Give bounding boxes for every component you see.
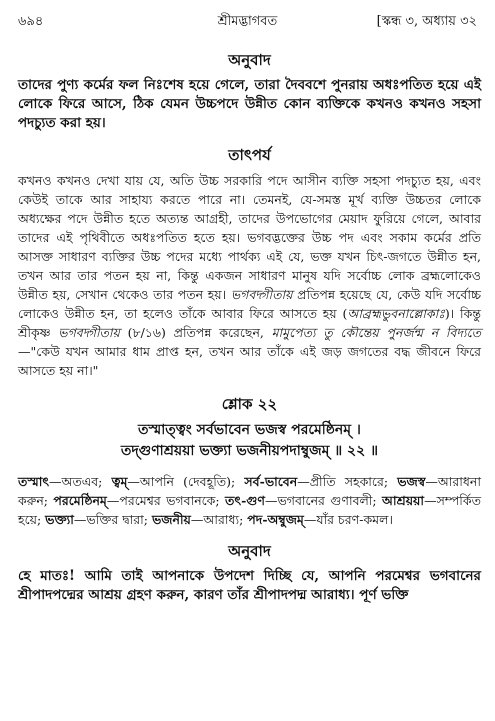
synonym-word: ভজস্ব: [397, 474, 426, 489]
translation-text-2: হে মাতঃ! আমি তাই আপনাকে উপদেশ দিচ্ছি যে, আপনি পরমেশ্বর ভগবানের শ্রীপাদপদ্মের আশ্রয় গ্রহণ করুন, কারণ তাঁর শ্রীপাদপদ্ম আরাধ্য। পূর্ণ ভক্তি: [18, 568, 481, 603]
synonym-meaning: —অতএব;: [49, 474, 112, 489]
purport-quote: মামুপেত্য তু কৌন্তেয় পুনর্জন্ম ন বিদ্যতে: [271, 325, 481, 340]
synonym-meaning: —সম্পর্কিত হয়ে;: [18, 493, 482, 527]
synonym-meaning: —ভগবানের গুণাবলী;: [264, 493, 383, 508]
purport-citation: ভগবদ্গীতায়: [58, 325, 120, 340]
synonym-meaning: —আরাধ্য;: [190, 512, 248, 527]
purport-text-part: প্রতিপন্ন হয়েছে যে, কেউ যদি সর্বোচ্চ লোকেও উন্নীত হন, তা হলেও তাঁকে আবার ফিরে আসতে হয় (: [18, 287, 481, 321]
page-body: [18, 42, 481, 605]
synonym-word: আশ্রয়য়া: [382, 493, 425, 508]
synonym-meaning: —ভক্তির দ্বারা;: [73, 512, 152, 527]
purport-citation: আব্রহ্মভুবনাল্লোকাঃ: [347, 306, 445, 321]
purport-text-part: )। কিন্তু শ্রীকৃষ্ণ: [18, 306, 481, 340]
purport-text-part: (৮/১৬) প্রতিপন্ন করেছেন,: [119, 325, 272, 340]
synonym-word: ত্বম্: [111, 474, 128, 489]
synonym-word: তস্মাৎ: [18, 474, 50, 489]
synonym-meaning: —যাঁর চরণ-কমল।: [303, 512, 393, 527]
synonym-word: ভক্ত্যা: [45, 512, 74, 527]
section-reference: [স্কন্ধ ৩, অধ্যায় ৩২: [376, 14, 477, 29]
synonym-word: পদ-অম্বুজম্: [247, 512, 304, 527]
purport-heading: তাৎপর্য: [228, 146, 271, 164]
purport-citation: ভগবদ্গীতায়: [230, 287, 293, 302]
synonym-meaning: —আপনি (দেবহূতি);: [127, 474, 245, 489]
synonym-word: ভজনীয়: [151, 512, 191, 527]
purport-text-part: —"কেউ যখন আমার ধাম প্রাপ্ত হন, তখন আর তাঁকে এই জড় জগতের বদ্ধ জীবনে ফিরে আসতে হয় না।": [18, 344, 481, 378]
synonym-meaning: —প্রীতি সহকারে;: [297, 474, 398, 489]
synonym-meaning: —পরমেশ্বর ভগবানকে;: [106, 493, 226, 508]
synonym-word: পরমেষ্ঠিনম্: [53, 493, 107, 508]
verse-line-2: তদ্গুণাশ্রয়য়া ভক্ত্যা ভজনীয়পদাম্বুজম্ ॥ ২২ ॥: [120, 443, 379, 459]
translation-text: তাদের পুণ্য কর্মের ফল নিঃশেষ হয়ে গেলে, তারা দৈববশে পুনরায় অধঃপতিত হয়ে এই লোকে ফিরে আসে, ঠিক যেমন উচ্চপদে উন্নীত কোন ব্যক্তিকে কখনও কখনও সহসা পদচ্যুত করা হয়।: [18, 77, 481, 131]
translation-heading-2: অনুবাদ: [228, 542, 271, 560]
synonym-word: তৎ-গুণ: [225, 493, 265, 508]
verse-title: শ্লোক ২২: [221, 395, 278, 413]
purport-text: [18, 171, 481, 380]
synonym-word: সর্ব-ভাবেন: [244, 474, 298, 489]
page-number: ৬৯৪: [18, 14, 44, 29]
running-title: শ্রীমদ্ভাগবত: [217, 14, 278, 29]
page-header: [18, 12, 477, 34]
verse-line-1: তস্মাত্ত্বং সর্বভাবেন ভজস্ব পরমেষ্ঠিনম্ ।: [138, 422, 361, 438]
translation-heading: অনুবাদ: [228, 51, 271, 69]
purport-text-part: কখনও কখনও দেখা যায় যে, অতি উচ্চ সরকারি পদে আসীন ব্যক্তি সহসা পদচ্যুত হয়, এবং কেউই তাকে আর সাহায্য করতে পারে না। তেমনই, যে-সমস্ত মূর্খ ব্যক্তি উচ্চতর লোকে অধ্যক্ষের পদে উন্নীত হতে অত্যন্ত আগ্রহী, তাদের উপভোগের মেয়াদ ফুরিয়ে গেলে, আবার তাদের এই পৃথিবীতে অধঃপতিত হতে হয়। ভগবদ্ভক্তের উচ্চ পদ এবং সকাম কর্মের প্রতি আসক্ত সাধারণ ব্যক্তির উচ্চ পদের মধ্যে পার্থক্য এই যে, ভক্ত যখন চিৎ-জগতে উন্নীত হন, তখন আর তার পতন হয় না, কিন্তু একজন সাধারণ মানুষ যদি সর্বোচ্চ লোক ব্রহ্মলোকেও উন্নীত হয়, সেখান থেকেও তার পতন হয়।: [18, 173, 481, 302]
synonym-meaning: —আরাধনা করুন;: [18, 474, 481, 508]
word-meanings: [18, 472, 481, 529]
